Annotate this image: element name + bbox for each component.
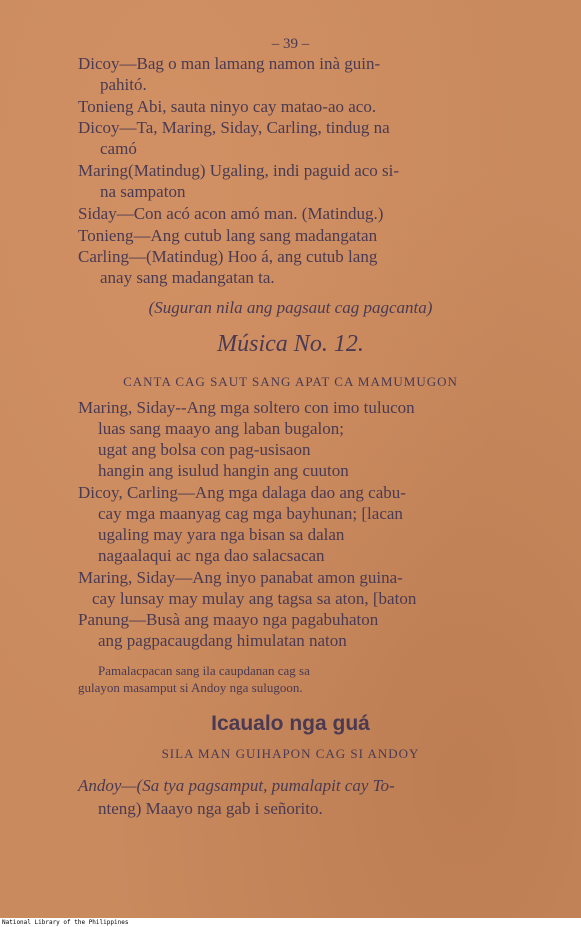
song-line: ang pagpacaugdang himulatan naton — [98, 631, 347, 650]
song-line: cay lunsay may mulay ang tagsa sa aton, [baton — [92, 589, 417, 608]
song-line: Maring, Siday--Ang mga soltero con imo tulucon — [78, 398, 415, 417]
dialogue-line: Tonieng Abi, sauta ninyo cay matao-ao aco. — [78, 97, 377, 116]
note-line: gulayon masamput si Andoy nga sulugoon. — [78, 680, 303, 695]
dialogue-line: camó — [100, 139, 137, 158]
song-line: Maring, Siday—Ang inyo panabat amon guina- — [78, 568, 403, 587]
music-subtitle: CANTA CAG SAUT SANG APAT CA MAMUMUGON — [123, 374, 458, 389]
dialogue-line: nteng) Maayo nga gab i señorito. — [98, 799, 323, 818]
dialogue-line: Siday—Con acó acon amó man. (Matindug.) — [78, 204, 384, 223]
line-text: Dicoy—Bag o man lamang namon inà guin- — [78, 54, 381, 73]
dialogue-line: Dicoy—Ta, Maring, Siday, Carling, tindug na — [78, 118, 390, 137]
song-line: hangin ang isulud hangin ang cuuton — [98, 461, 349, 480]
scene-title: Icaualo nga guá — [211, 712, 370, 735]
dialogue-line — [78, 54, 504, 74]
song-line: luas sang maayo ang laban bugalon; — [98, 419, 344, 438]
page-number: – 39 – — [271, 36, 310, 52]
song-line: ugaling may yara nga bisan sa dalan — [98, 525, 345, 544]
dialogue-line: Maring(Matindug) Ugaling, indi paguid aco si- — [78, 161, 400, 180]
song-line: Dicoy, Carling—Ang mga dalaga dao ang cabu- — [78, 483, 406, 502]
dialogue-line: Tonieng—Ang cutub lang sang madangatan — [78, 226, 378, 245]
stage-direction: (Suguran nila ang pagsaut cag pagcanta) — [148, 298, 433, 317]
scene-subtitle: SILA MAN GUIHAPON CAG SI ANDOY — [161, 746, 420, 761]
dialogue-line: anay sang madangatan ta. — [100, 268, 275, 287]
dialogue-line: pahitó. — [100, 75, 147, 94]
song-line: Panung—Busà ang maayo nga pagabuhaton — [78, 610, 379, 629]
song-line: ugat ang bolsa con pag-usisaon — [98, 440, 311, 459]
dialogue-line: na sampaton — [100, 182, 186, 201]
footer-credit: National Library of the Philippines — [0, 918, 581, 927]
dialogue-line: Carling—(Matindug) Hoo á, ang cutub lang — [78, 247, 378, 266]
song-line: cay mga maanyag cag mga bayhunan; [lacan — [98, 504, 403, 523]
music-title: Música No. 12. — [217, 331, 364, 357]
dialogue-line: Andoy—(Sa tya pagsamput, pumalapit cay To- — [78, 776, 395, 795]
note-line: Pamalacpacan sang ila caupdanan cag sa — [98, 663, 310, 678]
song-line: nagaalaqui ac nga dao salacsacan — [98, 546, 325, 565]
